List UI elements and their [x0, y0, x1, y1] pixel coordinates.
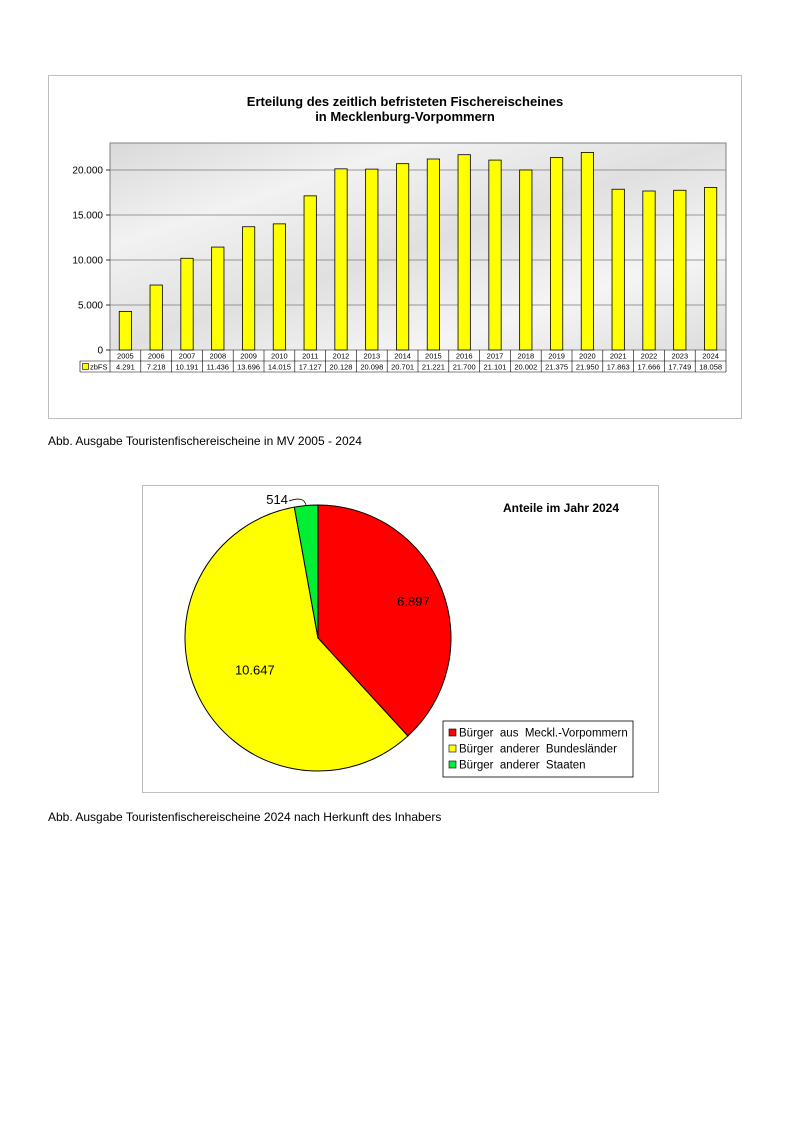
legend-swatch — [449, 761, 456, 768]
legend-label: Bürger anderer Bundesländer — [459, 743, 617, 756]
data-label: 21.221 — [421, 362, 445, 372]
y-tick-label: 15.000 — [72, 210, 103, 222]
x-tick-label: 2012 — [332, 351, 350, 361]
x-tick-label: 2016 — [455, 351, 473, 361]
pie-chart-panel — [142, 485, 659, 793]
x-tick-label: 2008 — [209, 351, 227, 361]
pie-value-label: 514 — [266, 492, 288, 507]
data-label: 17.127 — [298, 362, 322, 372]
pie-chart-caption: Abb. Ausgabe Touristenfischereischeine 2024 nach Herkunft des Inhabers — [48, 810, 442, 824]
legend-swatch — [449, 745, 456, 752]
leader-line — [289, 499, 306, 505]
x-tick-label: 2018 — [517, 351, 535, 361]
bar — [150, 285, 162, 350]
bar — [181, 258, 193, 350]
bar-chart-caption: Abb. Ausgabe Touristenfischereischeine in MV 2005 - 2024 — [48, 434, 362, 448]
data-label: 4.291 — [116, 362, 135, 372]
data-label: 10.191 — [175, 362, 199, 372]
data-label: 13.696 — [237, 362, 261, 372]
y-tick-label: 20.000 — [72, 165, 103, 177]
legend-label: Bürger anderer Staaten — [459, 759, 586, 772]
bar — [458, 155, 470, 350]
x-tick-label: 2021 — [609, 351, 627, 361]
bar — [273, 224, 285, 350]
data-label: 7.218 — [146, 362, 166, 372]
y-tick-label: 10.000 — [72, 255, 103, 267]
data-label: 18.058 — [699, 362, 723, 372]
pie-chart-title: Anteile im Jahr 2024 — [502, 501, 620, 515]
x-tick-label: 2014 — [394, 351, 411, 361]
bar — [242, 227, 254, 350]
legend-label: Bürger aus Meckl.-Vorpommern — [459, 727, 628, 740]
bar-chart-subtitle: in Mecklenburg-Vorpommern — [315, 109, 495, 124]
pie-value-label: 6.897 — [397, 593, 430, 609]
bar-chart-panel — [48, 75, 742, 419]
data-label: 17.863 — [606, 362, 630, 372]
bar — [304, 196, 316, 350]
x-tick-label: 2007 — [178, 351, 196, 361]
x-tick-label: 2015 — [425, 351, 442, 361]
x-tick-label: 2023 — [671, 351, 689, 361]
data-label: 20.098 — [360, 362, 384, 372]
bar — [612, 189, 624, 350]
bar — [427, 159, 439, 350]
data-label: 21.101 — [483, 362, 507, 372]
data-label: 21.375 — [545, 362, 569, 372]
data-label: 20.128 — [329, 362, 353, 372]
pie-value-label: 10.647 — [234, 662, 275, 678]
x-tick-label: 2020 — [579, 351, 596, 361]
bar — [119, 311, 131, 350]
data-label: 20.002 — [514, 362, 538, 372]
legend-swatch — [83, 364, 89, 370]
x-tick-label: 2013 — [363, 351, 381, 361]
data-label: 20.701 — [391, 362, 415, 372]
bar — [581, 152, 593, 350]
data-label: 11.436 — [206, 362, 229, 372]
x-tick-label: 2017 — [486, 351, 504, 361]
bar-chart — [49, 76, 741, 418]
bar-chart-title: Erteilung des zeitlich befristeten Fischereischeines — [246, 94, 564, 109]
x-tick-label: 2019 — [548, 351, 565, 361]
bar — [335, 169, 347, 350]
bar — [643, 191, 655, 350]
bar — [366, 169, 378, 350]
legend-label: zbFS — [90, 362, 108, 372]
bar — [704, 187, 716, 350]
x-tick-label: 2022 — [640, 351, 658, 361]
bar — [520, 170, 532, 350]
bar — [489, 160, 501, 350]
y-tick-label: 5.000 — [77, 300, 103, 312]
bar — [212, 247, 224, 350]
x-tick-label: 2024 — [702, 351, 719, 361]
pie-chart — [143, 486, 658, 792]
data-label: 21.950 — [575, 362, 599, 372]
x-tick-label: 2006 — [147, 351, 165, 361]
legend-swatch — [449, 729, 456, 736]
x-tick-label: 2005 — [117, 351, 134, 361]
y-tick-label: 0 — [97, 345, 103, 357]
data-label: 14.015 — [267, 362, 291, 372]
x-tick-label: 2011 — [302, 351, 319, 361]
x-tick-label: 2010 — [271, 351, 288, 361]
data-label: 17.749 — [668, 362, 692, 372]
bar — [674, 190, 686, 350]
data-label: 17.666 — [637, 362, 661, 372]
x-tick-label: 2009 — [240, 351, 257, 361]
bar — [396, 164, 408, 350]
plot-area — [110, 143, 726, 350]
bar — [550, 158, 562, 350]
data-label: 21.700 — [452, 362, 476, 372]
